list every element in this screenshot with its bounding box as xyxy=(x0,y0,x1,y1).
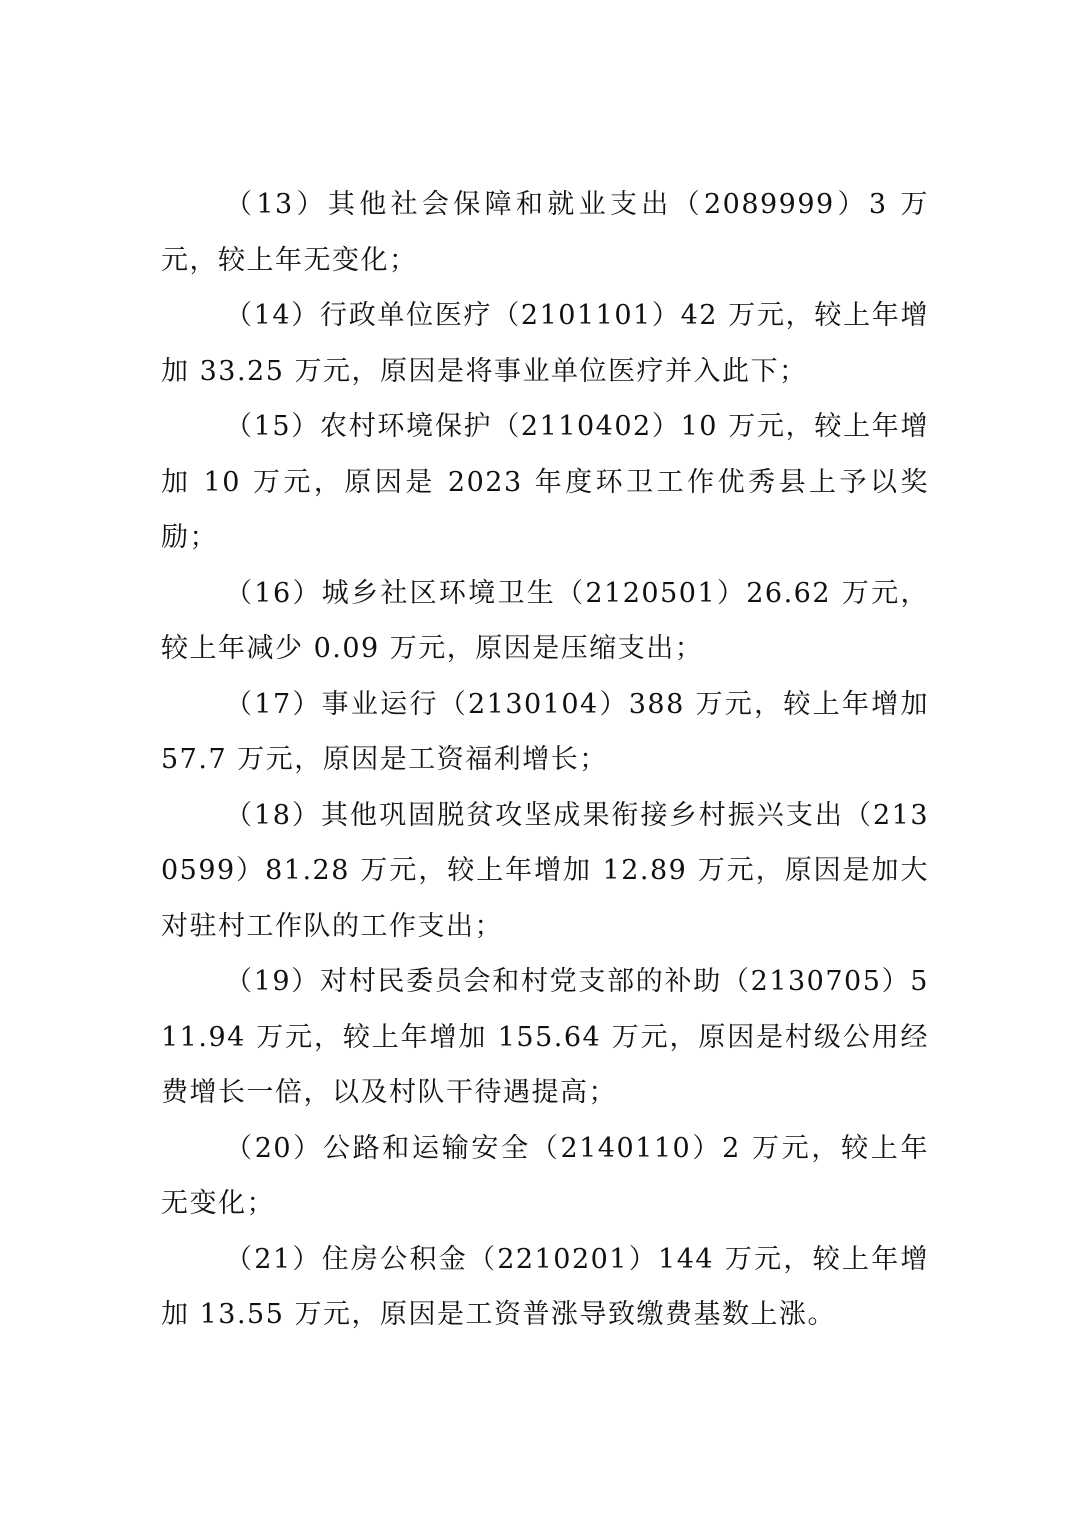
paragraph-item-19: （19）对村民委员会和村党支部的补助（2130705）511.94 万元，较上年增加 155.64 万元，原因是村级公用经费增长一倍，以及村队干待遇提高； xyxy=(161,966,929,1108)
paragraph-item-14: （14）行政单位医疗（2101101）42 万元，较上年增加 33.25 万元，原因是将事业单位医疗并入此下； xyxy=(161,300,929,387)
paragraph-item-16: （16）城乡社区环境卫生（2120501）26.62 万元，较上年减少 0.09 万元，原因是压缩支出； xyxy=(161,577,929,664)
paragraph-item-20: （20）公路和运输安全（2140110）2 万元，较上年无变化； xyxy=(161,1132,929,1219)
paragraph-item-13: （13）其他社会保障和就业支出（2089999）3 万元，较上年无变化； xyxy=(161,189,929,276)
paragraph-item-15: （15）农村环境保护（2110402）10 万元，较上年增加 10 万元，原因是 2023 年度环卫工作优秀县上予以奖励； xyxy=(161,411,929,553)
paragraph-item-18: （18）其他巩固脱贫攻坚成果衔接乡村振兴支出（2130599）81.28 万元，较上年增加 12.89 万元，原因是加大对驻村工作队的工作支出； xyxy=(161,799,929,942)
paragraph-item-21: （21）住房公积金（2210201）144 万元，较上年增加 13.55 万元，原因是工资普涨导致缴费基数上涨。 xyxy=(161,1243,929,1330)
document-body xyxy=(161,177,929,1343)
paragraph-item-17: （17）事业运行（2130104）388 万元，较上年增加 57.7 万元，原因是工资福利增长； xyxy=(161,688,929,775)
